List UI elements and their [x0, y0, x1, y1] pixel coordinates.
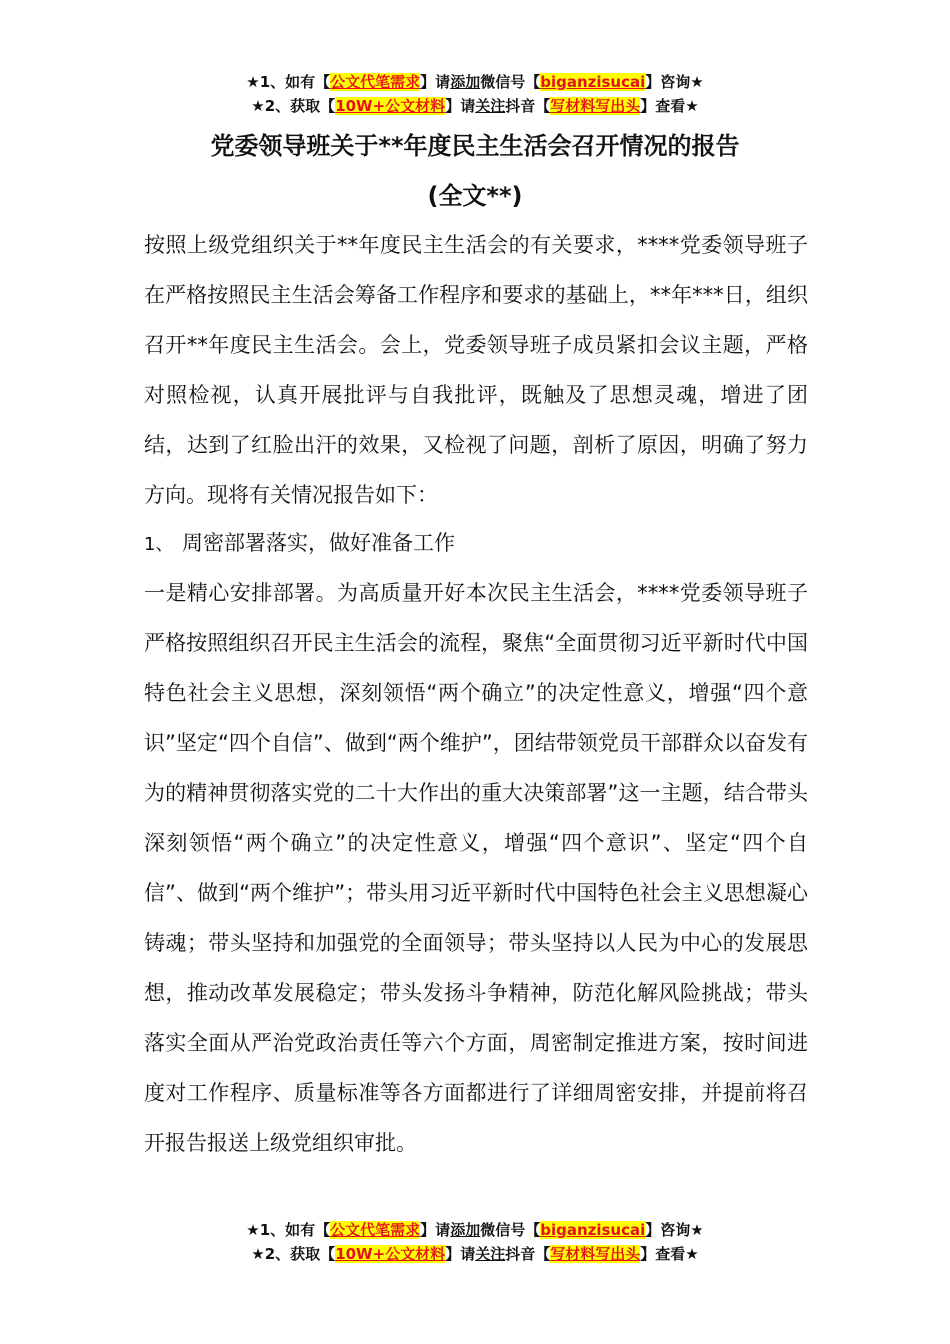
document-title: 党委领导班关于**年度民主生活会召开情况的报告	[210, 132, 740, 160]
highlight-wechat-id: biganzisucai	[540, 1221, 646, 1239]
intro-paragraph: 按照上级党组织关于**年度民主生活会的有关要求，****党委领导班子在严格按照民主生活会筹备工作程序和要求的基础上，**年***日，组织召开**年度民主生活会。会上，党委领导班子成员紧扣会议主题，严格对照检视，认真开展批评与自我批评，既触及了思想灵魂，增进了团结，达到了红脸出汗的效果，又检视了问题，剖析了原因，明确了努力方向。现将有关情况报告如下：	[144, 233, 808, 507]
highlight-materials: 10W+公文材料	[335, 97, 446, 115]
promo-banner-bottom	[0, 1218, 950, 1266]
highlight-service: 公文代笔需求	[330, 1221, 421, 1239]
highlight-materials: 10W+公文材料	[335, 1245, 446, 1263]
section-heading	[144, 518, 808, 570]
highlight-service: 公文代笔需求	[330, 73, 421, 91]
highlight-douyin: 写材料写出头	[550, 97, 641, 115]
promo-line-1: ★1、如有【公文代笔需求】请添加微信号【biganzisucai】咨询★	[246, 73, 704, 91]
promo-line-2: ★2、获取【10W+公文材料】请关注抖音【写材料写出头】查看★	[251, 1245, 699, 1263]
highlight-douyin: 写材料写出头	[550, 1245, 641, 1263]
section-heading-text: 周密部署落实，做好准备工作	[182, 531, 455, 555]
document-subtitle: (全文**)	[427, 182, 523, 210]
section-number: 1、	[144, 534, 174, 555]
promo-line-2: ★2、获取【10W+公文材料】请关注抖音【写材料写出头】查看★	[251, 97, 699, 115]
body-paragraph: 一是精心安排部署。为高质量开好本次民主生活会，****党委领导班子严格按照组织召开民主生活会的流程，聚焦“全面贯彻习近平新时代中国特色社会主义思想，深刻领悟“两个确立”的决定性意义，增强“四个意识”坚定“四个自信”、做到“两个维护”，团结带领党员干部群众以奋发有为的精神贯彻落实党的二十大作出的重大决策部署”这一主题，结合带头深刻领悟“两个确立”的决定性意义，增强“四个意识”、坚定“四个自信”、做到“两个维护”；带头用习近平新时代中国特色社会主义思想凝心铸魂；带头坚持和加强党的全面领导；带头坚持以人民为中心的发展思想，推动改革发展稳定；带头发扬斗争精神，防范化解风险挑战；带头落实全面从严治党政治责任等六个方面，周密制定推进方案，按时间进度对工作程序、质量标准等各方面都进行了详细周密安排，并提前将召开报告报送上级党组织审批。	[144, 581, 808, 1155]
highlight-wechat-id: biganzisucai	[540, 73, 646, 91]
promo-banner-top	[0, 70, 950, 118]
promo-line-1: ★1、如有【公文代笔需求】请添加微信号【biganzisucai】咨询★	[246, 1221, 704, 1239]
